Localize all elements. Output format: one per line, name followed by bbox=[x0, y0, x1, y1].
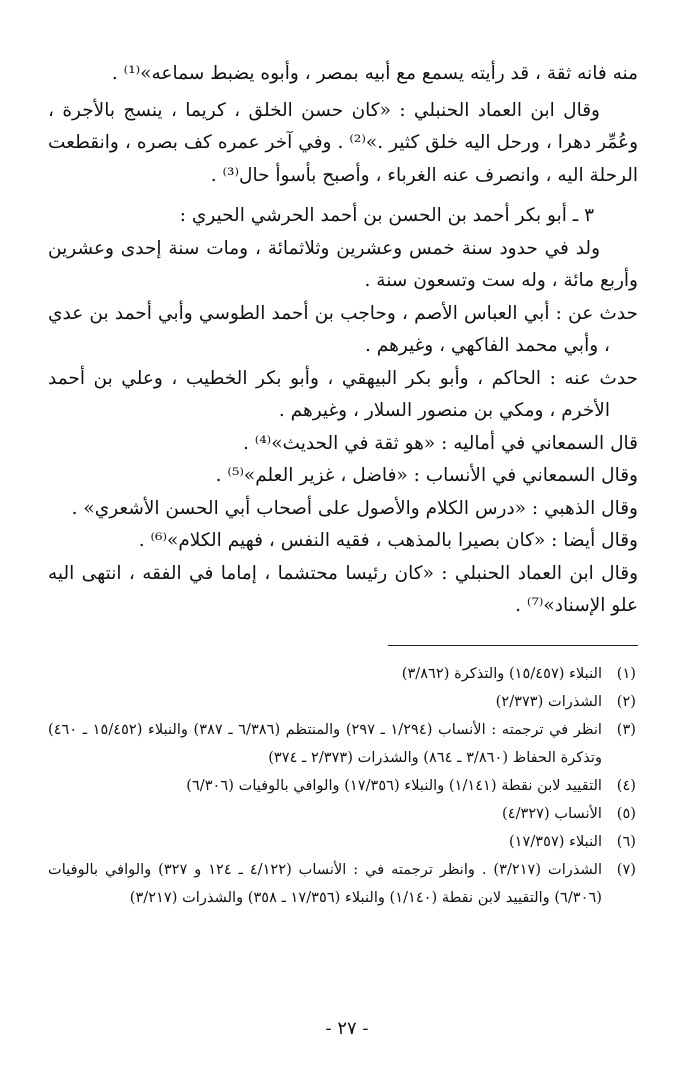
footnote-number: (٣) bbox=[616, 720, 636, 738]
footnote-separator bbox=[388, 645, 638, 646]
footnote-text: الأنساب (٤/٣٢٧) bbox=[502, 804, 602, 822]
footnote bbox=[48, 716, 638, 772]
paragraph-narrated-by: حدث عنه : الحاكم ، وأبو بكر البيهقي ، وأبو بكر الخطيب ، وعلي بن أحمد الأخرم ، ومكي بن منصور السلار ، وغيرهم . bbox=[48, 367, 638, 421]
footnote-number: (٧) bbox=[616, 860, 636, 878]
footnote-number: (٢) bbox=[616, 692, 636, 710]
footnote-text: التقييد لابن نقطة (١/١٤١) والنبلاء (١٧/٣٥٦) والوافي بالوفيات (٦/٣٠٦) bbox=[186, 776, 602, 794]
paragraph-narrated-from: حدث عن : أبي العباس الأصم ، وحاجب بن أحمد الطوسي وأبي أحمد بن عدي ، وأبي محمد الفاكهي ، وغيرهم . bbox=[48, 302, 638, 356]
footnote bbox=[48, 828, 638, 856]
paragraph-continuation: منه فانه ثقة ، قد رأيته يسمع مع أبيه بمصر ، وأبوه يضبط سماعه»⁽¹⁾ . bbox=[111, 63, 638, 84]
footnotes bbox=[48, 660, 638, 912]
page bbox=[48, 58, 638, 912]
footnote-number: (٦) bbox=[616, 832, 636, 850]
footnote-number: (٤) bbox=[616, 776, 636, 794]
main-text bbox=[48, 58, 638, 623]
footnote-number: (١) bbox=[616, 664, 636, 682]
footnote-text: النبلاء (١٥/٤٥٧) والتذكرة (٣/٨٦٢) bbox=[401, 664, 602, 682]
footnote-number: (٥) bbox=[616, 804, 636, 822]
footnote-text: انظر في ترجمته : الأنساب (١/٢٩٤ ـ ٢٩٧) والمنتظم (٦/٣٨٦ ـ ٣٨٧) والنبلاء (١٥/٤٥٢ ـ ٤٦٠) وتذكرة الحفاظ (٣/٨٦٠ ـ ٨٦٤) والشذرات (٢/٣٧٣ ـ ٣٧٤) bbox=[48, 720, 602, 766]
quote-samani-ansab: وقال السمعاني في الأنساب : «فاضل ، غزير العلم»⁽⁵⁾ . bbox=[215, 465, 638, 486]
paragraph-ibn-imad-1: وقال ابن العماد الحنبلي : «كان حسن الخلق ، كريما ، ينسج بالأجرة ، وعُمِّر دهرا ، ورحل اليه خلق كثير .»⁽²⁾ . وفي آخر عمره كف بصره ، وانقطعت الرحلة اليه ، وانصرف عنه الغرباء ، وأصبح بأسوأ حال⁽³⁾ . bbox=[48, 99, 639, 186]
footnote bbox=[48, 800, 638, 828]
footnote-text: الشذرات (٢/٣٧٣) bbox=[495, 692, 602, 710]
page-number: - ٢٧ - bbox=[325, 1018, 369, 1039]
footnote bbox=[48, 688, 638, 716]
quote-samani-amali: قال السمعاني في أماليه : «هو ثقة في الحديث»⁽⁴⁾ . bbox=[242, 432, 638, 454]
footnote bbox=[48, 772, 638, 800]
entry-heading: ٣ ـ أبو بكر أحمد بن الحسن بن أحمد الحرشي الحيري : bbox=[179, 205, 594, 226]
quote-ibn-imad-2: وقال ابن العماد الحنبلي : «كان رئيسا محتشما ، إماما في الفقه ، انتهى اليه علو الإسناد»⁽⁷⁾ . bbox=[48, 562, 638, 616]
footnote bbox=[48, 856, 638, 912]
quote-dhahabi-2: وقال أيضا : «كان بصيرا بالمذهب ، فقيه النفس ، فهيم الكلام»⁽⁶⁾ . bbox=[138, 530, 638, 551]
paragraph-birth-death: ولد في حدود سنة خمس وعشرين وثلاثمائة ، ومات سنة إحدى وعشرين وأربع مائة ، وله ست وتسعون سنة . bbox=[48, 237, 638, 291]
footnote-text: النبلاء (١٧/٣٥٧) bbox=[508, 832, 602, 850]
quote-dhahabi: وقال الذهبي : «درس الكلام والأصول على أصحاب أبي الحسن الأشعري» . bbox=[71, 497, 638, 519]
footnote bbox=[48, 660, 638, 688]
footnote-text: الشذرات (٣/٢١٧) . وانظر ترجمته في : الأنساب (٤/١٢٢ ـ ١٢٤ و ٣٢٧) والوافي بالوفيات (٦/٣٠٦) والتقييد لابن نقطة (١/١٤٠) والنبلاء (١٧/٣٥٦ ـ ٣٥٨) والشذرات (٣/٢١٧) bbox=[48, 860, 603, 906]
